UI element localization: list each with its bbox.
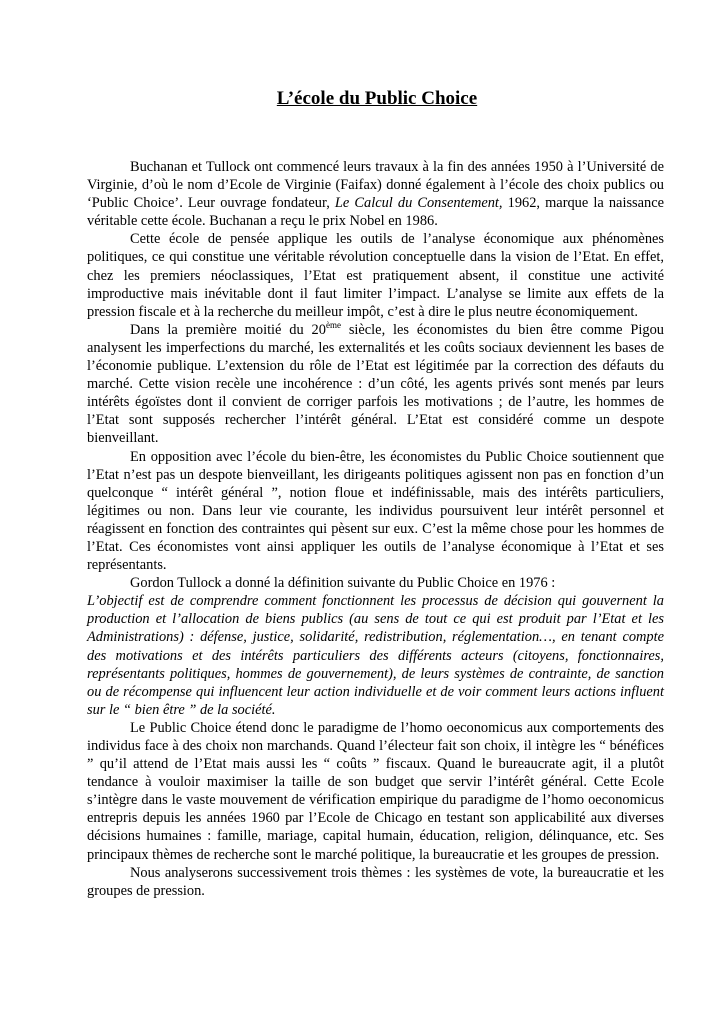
italic-text: Le Calcul du Consentement, [334, 195, 503, 212]
quote-paragraph [87, 592, 664, 719]
text-segment: Cette école de pensée applique les outils de l’analyse économique aux phénomènes politiques, ce qui constitue une véritable révolution conceptuelle dans la vision de l’Etat. En effet, chez les premiers néoclassiques, l’Etat est pratiquement absent, il constitue une activité improductive mais inévitable dont il faut limiter l’impact. L’analyse se limite aux effets de la pression fiscale et à la recherche du meilleur impôt, c’est à dire le plus neutre économiquement. [87, 231, 664, 320]
superscript: ème [325, 319, 341, 330]
paragraph [87, 321, 664, 448]
paragraph [87, 864, 664, 900]
text-segment: siècle, les économistes du bien être comme Pigou analysent les imperfections du marché, les externalités et les coûts sociaux deviennent les bases de l’économie publique. L’extension du rôle de l’Etat est légitimée par la correction des défauts du marché. Cette vision recèle une incohérence : d’un côté, les agents privés sont menés par leurs intérêts égoïstes dont il convient de corriger parfois les motivations ; de l’autre, les hommes de l’Etat sont supposés rechercher l’intérêt général. L’Etat est considéré comme un despote bienveillant. [87, 321, 664, 447]
paragraph [87, 574, 664, 592]
text-segment: 1962, marque la naissance véritable cette école. Buchanan a reçu le prix Nobel en 1986. [87, 195, 665, 230]
paragraph [87, 448, 664, 575]
paragraph [87, 719, 664, 864]
paragraph [87, 230, 664, 320]
text-segment: En opposition avec l’école du bien-être, les économistes du Public Choice soutiennent que l’Etat n’est pas un despote bienveillant, les dirigeants politiques agissent non pas en fonction d’un quelconque “ intérêt général ”, notion floue et indéfinissable, mais des intérêts particuliers, légitimes ou non. Dans leur vie courante, les individus poursuivent leur intérêt personnel et réagissent en fonction des contraintes qui pèsent sur eux. C’est la même chose pour les hommes de l’Etat. Ces économistes vont ainsi appliquer les outils de l’analyse économique à l’Etat et ses représentants. [87, 448, 664, 574]
text-segment: L’objectif est de comprendre comment fonctionnent les processus de décision qui gouvernent la production et l’allocation de biens publics (au sens de tout ce qui est produit par l’Etat et les Administrations) : défense, justice, solidarité, redistribution, réglementation…, en tenant compte des motivations et des intérêts particuliers des différents acteurs (citoyens, fonctionnaires, représentants politiques, hommes de gouvernement), de leurs systèmes de contrainte, de sanction ou de récompense qui influencent leur action individuelle et de voir comment leurs actions influent sur le “ bien être ” de la société. [87, 593, 664, 718]
text-segment: Dans la première moitié du 20 [130, 321, 326, 338]
document-title: L’école du Public Choice [276, 88, 478, 109]
paragraph [87, 158, 664, 230]
text-segment: Buchanan et Tullock ont commencé leurs travaux à la fin des années 1950 à l’Université de Virginie, d’où le nom d’Ecole de Virginie (Faifax) donné également à l’école des choix publics ou ‘Public Choice’. Leur ouvrage fondateur, [87, 159, 664, 212]
text-segment: Gordon Tullock a donné la définition suivante du Public Choice en 1976 : [130, 575, 556, 592]
text-segment: Nous analyserons successivement trois thèmes : les systèmes de vote, la bureaucratie et les groupes de pression. [87, 864, 664, 899]
document-body [87, 158, 664, 900]
text-segment: Le Public Choice étend donc le paradigme de l’homo oeconomicus aux comportements des individus face à des choix non marchands. Quand l’électeur fait son choix, il intègre les “ bénéfices ” qu’il attend de l’Etat mais aussi les “ coûts ” fiscaux. Quand le bureaucrate agit, il a plutôt tendance à vouloir maximiser la taille de son budget que servir l’intérêt général. Cette Ecole s’intègre dans le vaste mouvement de vérification empirique du paradigme de l’homo oeconomicus entrepris depuis les années 1960 par l’Ecole de Chicago en testant son applicabilité aux diverses décisions humaines : famille, mariage, capital humain, éducation, religion, délinquance, etc. Ses principaux thèmes de recherche sont le marché politique, la bureaucratie et les groupes de pression. [87, 719, 664, 863]
